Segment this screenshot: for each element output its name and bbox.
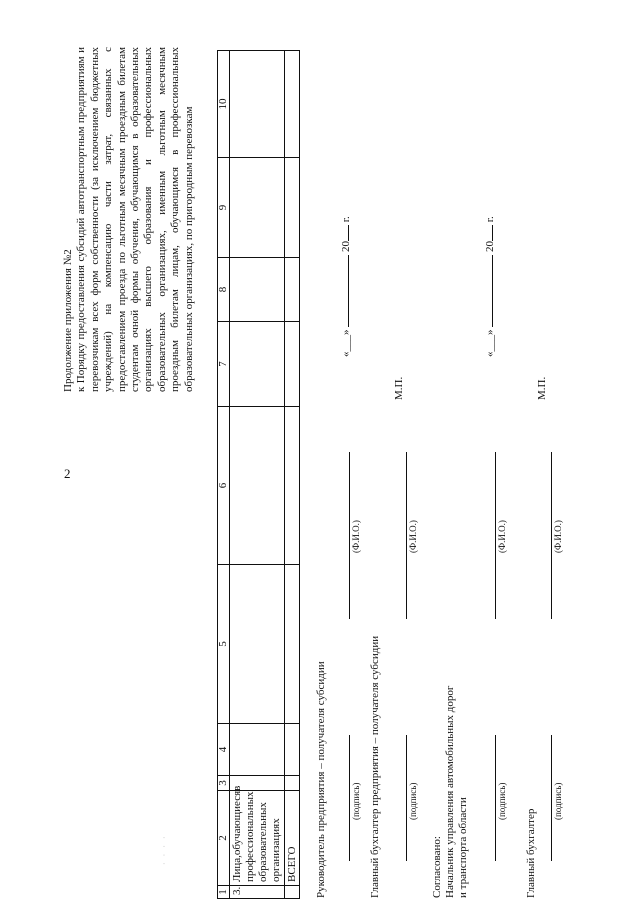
signature-line <box>495 735 496 861</box>
table-cell <box>285 407 300 565</box>
row-number <box>285 886 300 899</box>
date-quote-open: « <box>340 351 352 357</box>
table-cell <box>230 258 285 322</box>
table-row <box>230 51 285 899</box>
row-label-word: обучающиеся <box>231 790 243 856</box>
table-cell <box>230 322 285 407</box>
date-field <box>338 216 352 357</box>
scan-speckles: · · · · <box>160 834 169 865</box>
column-number: 3 <box>218 776 230 791</box>
table-cell <box>285 51 300 158</box>
head-label: Руководитель предприятия – получателя субсидии <box>315 661 327 898</box>
date-year-blank <box>338 225 349 241</box>
stamp-placeholder: М.П. <box>393 376 405 400</box>
name-caption: (Ф.И.О.) <box>408 520 418 553</box>
name-line <box>495 452 496 619</box>
table-cell <box>285 322 300 407</box>
name-caption: (Ф.И.О.) <box>553 520 563 553</box>
signature-line <box>406 735 407 861</box>
date-day-blank: ___ <box>340 335 352 352</box>
table-cell <box>285 724 300 776</box>
row-label: ВСЕГО <box>285 791 300 886</box>
column-number: 7 <box>218 322 230 407</box>
annex-description: к Порядку предоставления субсидий автотранспортным предприятиям и перевозчикам всех форм собственности (за исключением бюджетных учреждений) на компенсацию части затрат, связанных с предоставлением проезда по льготным месячным проездным билетам студентам очной формы обучения, обучающимся в образовательных организациях высшего образования и профессиональных образовательных организациях, именным льготным месячным проездным билетам лицам, обучающимся в профессиональных образовательных организациях, по пригородным перевозкам <box>75 47 195 392</box>
signature-line <box>349 735 350 861</box>
column-number: 6 <box>218 407 230 565</box>
date-year-blank <box>482 225 493 241</box>
row-label-word: в <box>231 785 243 791</box>
table-row-total <box>285 51 300 899</box>
table-cell <box>230 158 285 258</box>
date-month-blank <box>482 255 493 327</box>
column-number: 8 <box>218 258 230 322</box>
name-line <box>349 452 350 619</box>
table-header-row <box>218 51 230 899</box>
table-cell <box>230 407 285 565</box>
signature-caption: (подпись) <box>553 782 563 820</box>
column-number: 4 <box>218 724 230 776</box>
chief-accountant-label: Главный бухгалтер <box>525 808 537 898</box>
date-field <box>482 216 496 357</box>
row-label-rest: профессиональных образовательных организациях <box>244 791 282 882</box>
row-label-word: Лица, <box>231 855 243 882</box>
row-label <box>230 785 285 886</box>
date-quote-open: « <box>484 351 496 357</box>
subsidy-table <box>217 50 300 899</box>
date-month-blank <box>338 255 349 327</box>
chief-label-line1: Начальник управления автомобильных дорог <box>444 685 456 898</box>
name-caption: (Ф.И.О.) <box>351 520 361 553</box>
signature-caption: (подпись) <box>497 782 507 820</box>
date-suffix: г. <box>340 216 352 223</box>
column-number: 2 <box>218 791 230 886</box>
table-cell <box>230 51 285 158</box>
date-year: 20 <box>340 241 352 252</box>
page-number: 2 <box>64 466 71 481</box>
date-quote-close: » <box>484 329 496 335</box>
date-year: 20 <box>484 241 496 252</box>
table-cell <box>285 258 300 322</box>
chief-label-line2: и транспорта области <box>457 797 469 898</box>
stamp-placeholder: М.П. <box>536 376 548 400</box>
accountant-label: Главный бухгалтер предприятия – получателя субсидии <box>369 635 381 898</box>
name-caption: (Ф.И.О.) <box>497 520 507 553</box>
name-line <box>551 452 552 619</box>
column-number: 9 <box>218 158 230 258</box>
date-suffix: г. <box>484 216 496 223</box>
agreed-label: Согласовано: <box>431 836 443 898</box>
signature-caption: (подпись) <box>351 782 361 820</box>
name-line <box>406 452 407 619</box>
row-number: 3. <box>230 886 285 899</box>
signature-line <box>551 735 552 861</box>
column-number: 1 <box>218 886 230 899</box>
column-number: 5 <box>218 565 230 724</box>
annex-header <box>62 47 196 392</box>
table-cell <box>230 724 285 776</box>
date-quote-close: » <box>340 329 352 335</box>
date-day-blank: ___ <box>484 335 496 352</box>
table-cell <box>285 565 300 724</box>
table-cell <box>285 776 300 791</box>
signature-caption: (подпись) <box>408 782 418 820</box>
annex-title: Продолжение приложения №2 <box>62 249 74 392</box>
table-cell <box>230 565 285 724</box>
column-number: 10 <box>218 51 230 158</box>
table-cell <box>285 158 300 258</box>
